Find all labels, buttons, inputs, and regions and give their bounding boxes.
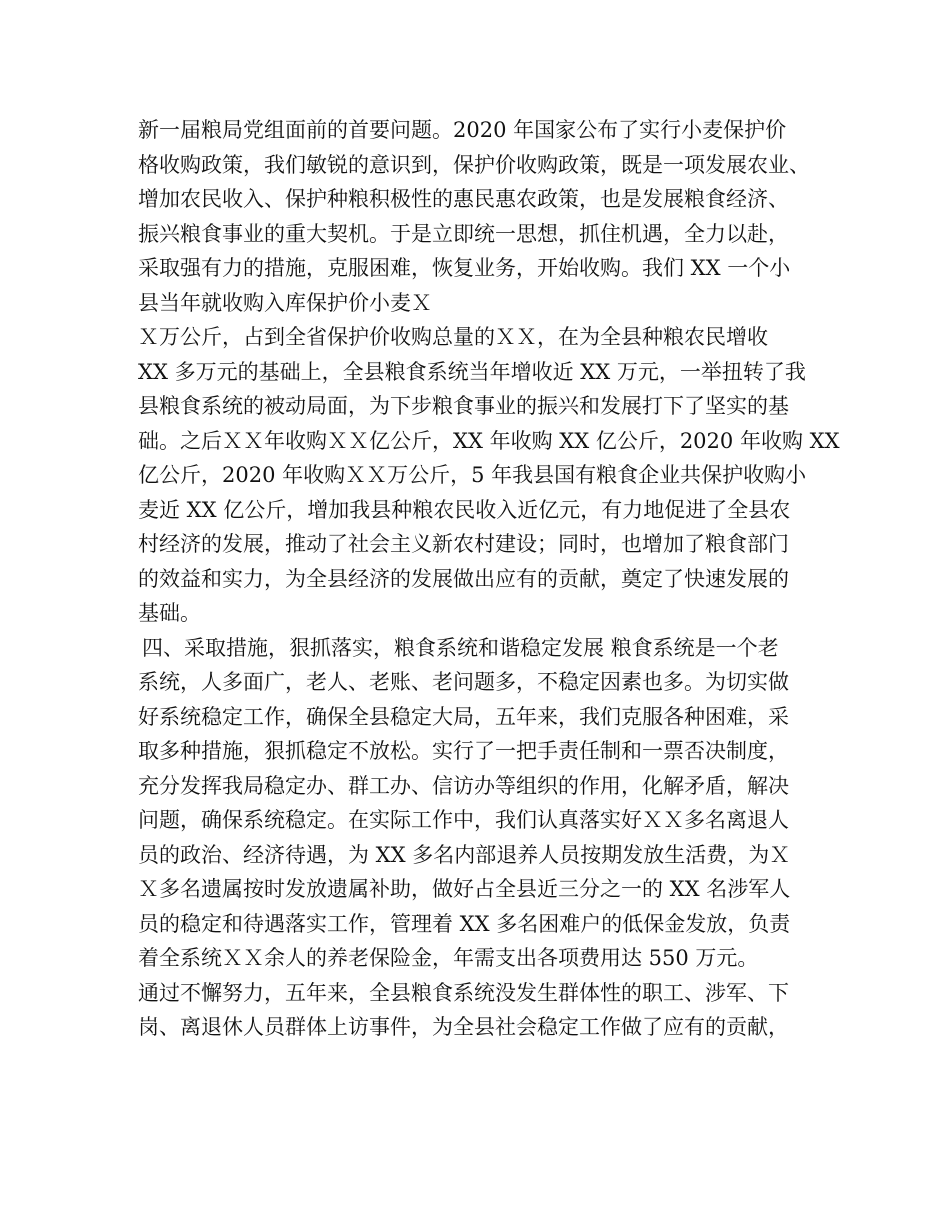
text-line: Ｘ多名遗属按时发放遗属补助，做好占全县近三分之一的 XX 名涉军人 — [138, 877, 791, 901]
text-line: 县粮食系统的被动局面，为下步粮食事业的振兴和发展打下了坚实的基 — [138, 394, 789, 418]
text-line: 的效益和实力，为全县经济的发展做出应有的贡献，奠定了快速发展的 — [138, 566, 789, 591]
text-line: 格收购政策，我们敏锐的意识到，保护价收购政策，既是一项发展农业、 — [138, 152, 810, 177]
text-line: 麦近 XX 亿公斤，增加我县种粮农民收入近亿元，有力地促进了全县农 — [138, 497, 791, 522]
text-line: 通过不懈努力，五年来，全县粮食系统没发生群体性的职工、涉军、下 — [138, 980, 789, 1005]
text-line: 增加农民收入、保护种粮积极性的惠民惠农政策，也是发展粮食经济、 — [138, 187, 789, 211]
text-line: 采取强有力的措施，克服困难，恢复业务，开始收购。我们 XX 一个小 — [138, 256, 791, 280]
text-line: Ｘ万公斤，占到全省保护价收购总量的ＸＸ，在为全县种粮农民增收 — [138, 325, 768, 349]
text-line: 取多种措施，狠抓稳定不放松。实行了一把手责任制和一票否决制度， — [138, 739, 789, 763]
text-line: 好系统稳定工作，确保全县稳定大局，五年来，我们克服各种困难，采 — [138, 704, 789, 729]
text-line: 充分发挥我局稳定办、群工办、信访办等组织的作用，化解矛盾，解决 — [138, 773, 789, 798]
text-line: 着全系统ＸＸ余人的养老保险金，年需支出各项费用达 550 万元。 — [138, 946, 759, 970]
text-line: 基础。 — [138, 601, 201, 625]
text-line: 问题，确保系统稳定。在实际工作中，我们认真落实好ＸＸ多名离退人 — [138, 808, 789, 832]
text-line: 系统，人多面广，老人、老账、老问题多，不稳定因素也多。为切实做 — [138, 670, 789, 694]
body-text — [138, 113, 838, 1045]
text-line: 县当年就收购入库保护价小麦Ｘ — [138, 290, 432, 315]
text-line: 员的政治、经济待遇，为 XX 多名内部退养人员按期发放生活费，为Ｘ — [138, 842, 791, 867]
text-line: 新一届粮局党组面前的首要问题。2020 年国家公布了实行小麦保护价 — [138, 118, 787, 142]
text-line: 村经济的发展，推动了社会主义新农村建设；同时，也增加了粮食部门 — [138, 532, 789, 556]
text-line: 振兴粮食事业的重大契机。于是立即统一思想，抓住机遇，全力以赴， — [138, 221, 789, 246]
text-line: XX 多万元的基础上，全县粮食系统当年增收近 XX 万元，一举扭转了我 — [138, 359, 806, 384]
text-line: 员的稳定和待遇落实工作，管理着 XX 多名困难户的低保金发放，负责 — [138, 911, 791, 936]
text-line: 础。之后ＸＸ年收购ＸＸ亿公斤，XX 年收购 XX 亿公斤，2020 年收购 XX — [138, 428, 840, 453]
section-heading-line: 四、采取措施，狠抓落实，粮食系统和谐稳定发展 粮食系统是一个老 — [142, 635, 779, 660]
text-line: 岗、离退休人员群体上访事件，为全县社会稳定工作做了应有的贡献， — [138, 1015, 789, 1039]
text-line: 亿公斤，2020 年收购ＸＸ万公斤，5 年我县国有粮食企业共保护收购小 — [138, 463, 807, 487]
